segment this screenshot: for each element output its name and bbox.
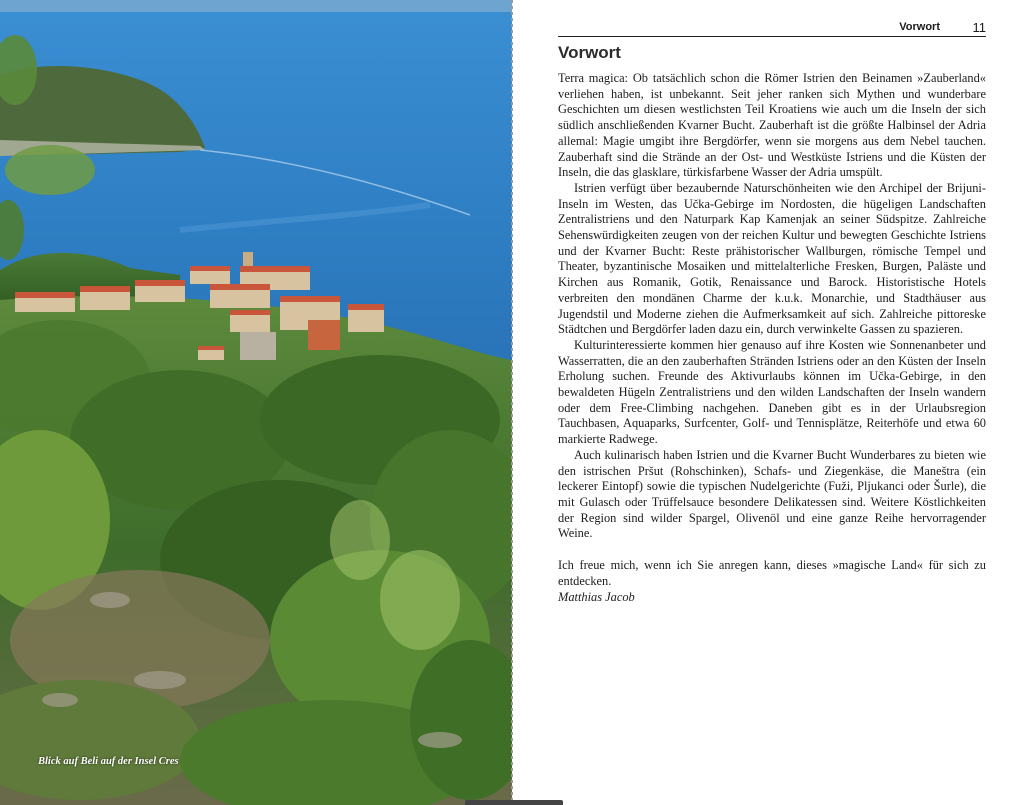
chapter-title: Vorwort: [558, 43, 621, 62]
paragraph-activities: Kulturinteressierte kommen hier genauso auf ihre Kosten wie Sonnenanbeter und Wasserratten, die an den zauberhaften Stränden Istriens oder an den Küsten der Inseln Erholung suchen. Freunde des Aktivurlaubs können im Učka-Gebirge, in den bewaldeten Hügeln Zentralistriens und den wilden Landschaften der Inseln wandern oder dem Free-Climbing nachgehen. Daneben gibt es in der Urlaubsregion Tauchbasen, Aquaparks, Surfcenter, Golf- und Tennisplätze, Reiterhöfe und etwa 60 markierte Radwege.: [558, 337, 986, 447]
author-signature: Matthias Jacob: [558, 589, 635, 604]
paragraph-cuisine: Auch kulinarisch haben Istrien und die Kvarner Bucht Wunderbares zu bieten wie den istrischen Pršut (Rohschinken), Schafs- und Ziegenkäse, die Maneštra (ein leckerer Eintopf) sowie die typischen Nudelgerichte (Fuži, Pljukanci oder Šurle), die mit Gulasch oder Trüffelsauce besondere Delikatessen sind. Weitere Köstlichkeiten der Region sind wilder Spargel, Olivenöl und eine ganze Reihe hervorragender Weine.: [558, 447, 986, 541]
paragraph-intro: Terra magica: Ob tatsächlich schon die Römer Istrien den Beinamen »Zauberland« verliehen haben, ist unbekannt. Seit jeher ranken sich Mythen und wunderbare Geschichten um diesen westlichsten Teil Kroatiens wie auch um die Inseln der sich südlich anschließenden Kvarner Bucht. Zauberhaft ist die größte Halbinsel der Adria allemal: Magie umgibt ihre Bergdörfer, wenn sie morgens aus dem Nebel tauchen. Zauberhaft sind die Strände an der Ost- und Westküste Istriens und die Küsten der Inseln, die das glasklare, türkisfarbene Wasser der Adria umspült.: [558, 71, 986, 180]
body-text: [558, 71, 986, 605]
running-head: [558, 20, 986, 37]
paragraph-nature: Istrien verfügt über bezaubernde Naturschönheiten wie den Archipel der Brijuni-Inseln im Westen, das Učka-Gebirge im Nordosten, die hügeligen Landschaften Zentralistriens und den Naturpark Kap Kamenjak an seiner Südspitze. Zahlreiche Sehenswürdigkeiten zeugen von der reichen Kultur und bewegten Geschichte Istriens und der Kvarner Bucht: Reste prähistorischer Wallburgen, römische Tempel und Theater, byzantinische Mosaiken und mittelalterliche Fresken, Burgen, Paläste und Kirchen aus Romanik, Gotik, Renaissance und Barock. Historistische Hotels verbreiten den mondänen Charme der k.u.k. Monarchie, und Stadthäuser aus Jugendstil und Moderne ziehen die Aufmerksamkeit auf sich. Zahlreiche pittoreske Städtchen und Bergdörfer laden dazu ein, durch verwinkelte Gassen zu spazieren.: [558, 180, 986, 337]
running-title: Vorwort: [899, 21, 940, 33]
photo-caption: Blick auf Beli auf der Insel Cres: [38, 756, 179, 767]
text-page: [513, 0, 1020, 805]
page-number: 11: [972, 20, 986, 35]
paragraph-closing: Ich freue mich, wenn ich Sie anregen kann, dieses »magische Land« für sich zu entdecken.: [558, 558, 986, 588]
viewer-scroll-tab[interactable]: [465, 800, 563, 805]
